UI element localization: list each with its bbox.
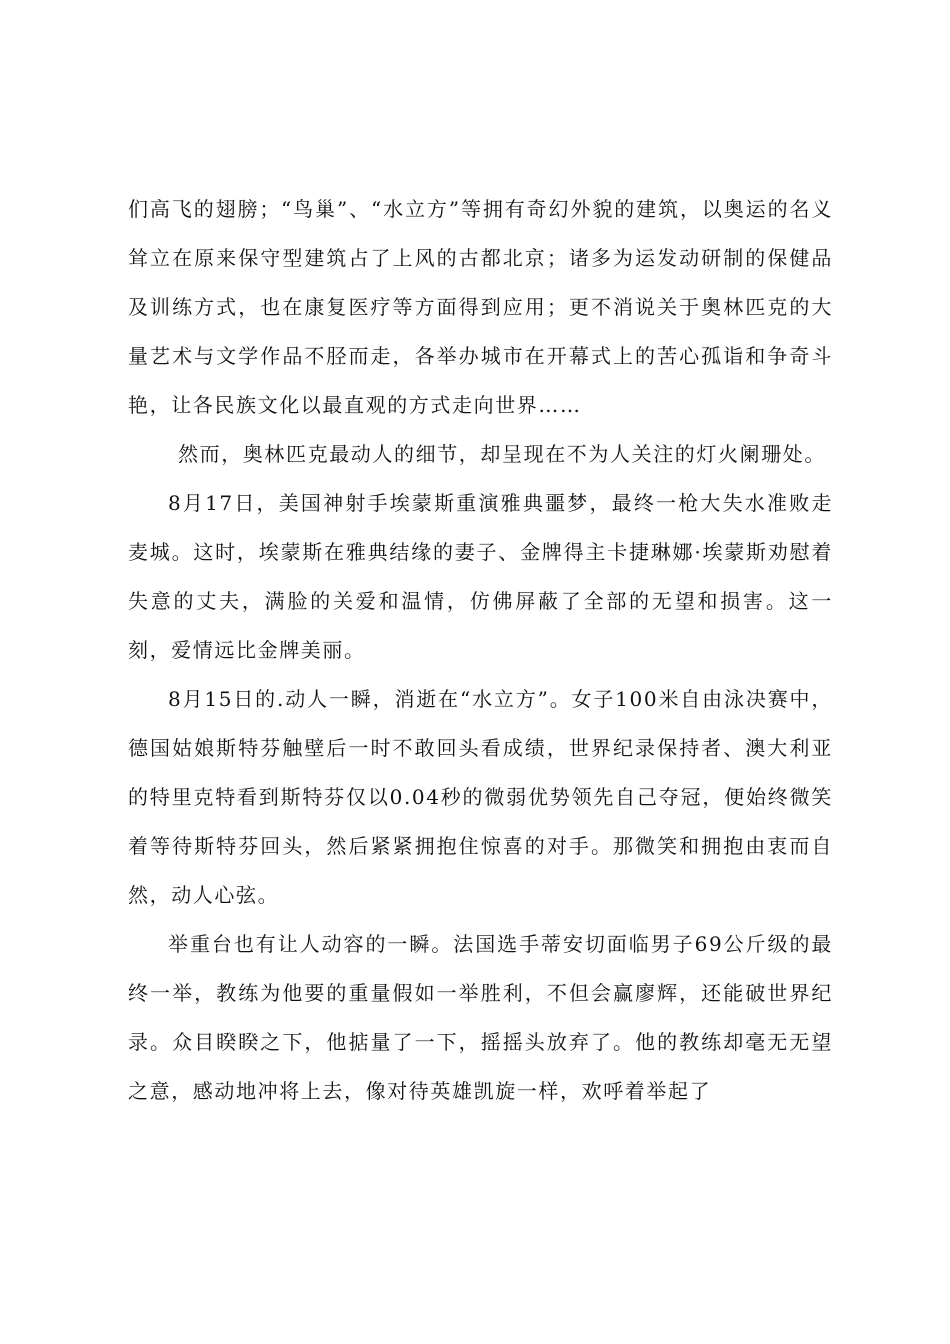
paragraph-water-cube: 8月15日的.动人一瞬，消逝在“水立方”。女子100米自由泳决赛中，德国姑娘斯特芬触壁后一时不敢回头看成绩，世界纪录保持者、澳大利亚的特里克特看到斯特芬仅以0.04秒的微弱优势领先自己夺冠，便始终微笑着等待斯特芬回头，然后紧紧拥抱住惊喜的对手。那微笑和拥抱由衷而自然，动人心弦。	[128, 687, 833, 907]
document-body	[128, 185, 833, 1116]
paragraph-emmons: 8月17日，美国神射手埃蒙斯重演雅典噩梦，最终一枪大失水准败走麦城。这时，埃蒙斯在雅典结缘的妻子、金牌得主卡捷琳娜·埃蒙斯劝慰着失意的丈夫，满脸的关爱和温情，仿佛屏蔽了全部的无望和损害。这一刻，爱情远比金牌美丽。	[128, 491, 833, 662]
paragraph-transition: 然而，奥林匹克最动人的细节，却呈现在不为人关注的灯火阑珊处。	[178, 442, 826, 466]
paragraph-weightlifting: 举重台也有让人动容的一瞬。法国选手蒂安切面临男子69公斤级的最终一举，教练为他要的重量假如一举胜利，不但会赢廖辉，还能破世界纪录。众目睽睽之下，他掂量了一下，摇摇头放弃了。他的教练却毫无无望之意，感动地冲将上去，像对待英雄凯旋一样，欢呼着举起了	[128, 932, 833, 1103]
paragraph-continuation: 们高飞的翅膀；“鸟巢”、“水立方”等拥有奇幻外貌的建筑，以奥运的名义耸立在原来保守型建筑占了上风的古都北京；诸多为运发动研制的保健品及训练方式，也在康复医疗等方面得到应用；更不消说关于奥林匹克的大量艺术与文学作品不胫而走，各举办城市在开幕式上的苦心孤诣和争奇斗艳，让各民族文化以最直观的方式走向世界……	[128, 197, 833, 417]
